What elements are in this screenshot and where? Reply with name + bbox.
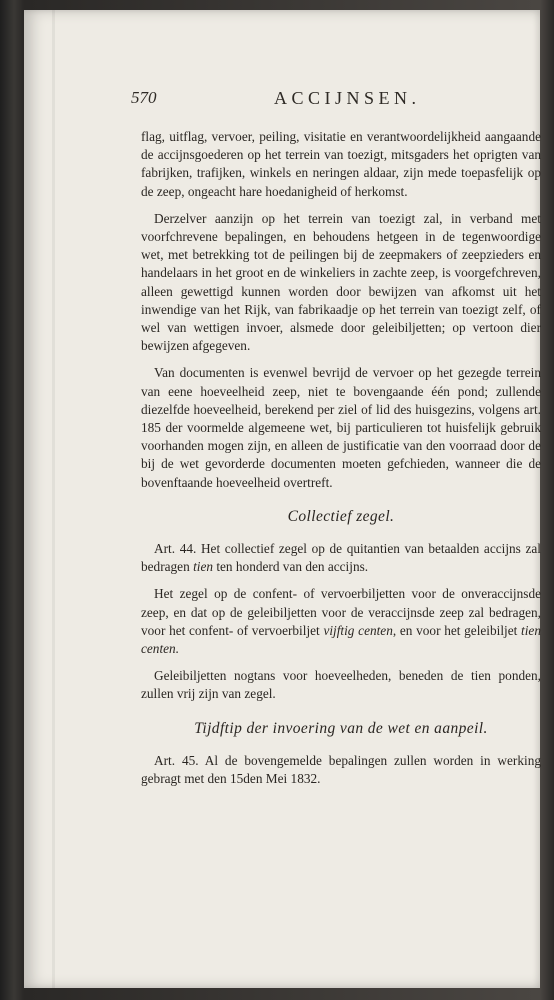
art44-emphasis: tien xyxy=(193,559,214,575)
page-number: 570 xyxy=(131,88,157,107)
paragraph-art-44 xyxy=(141,540,541,576)
paragraph-documenten: Van documenten is evenwel bevrijd de vervoer op het gezegde terrein van eene hoeveelheid zeep, niet te bovengaande één pond; zullende diezelfde hoeveelheid, berekend per ziel of lid des huisgezins, volgens art. 185 der voormelde algemeene wet, bij particulieren tot huisfelijk gebruik voorhanden mogen zijn, en alleen de justificatie van den voorraad door de bij de wet gevorderde documenten moeten gefchieden, wanneer die de bovenftaande hoeveelheid overtreft. xyxy=(141,365,541,490)
paragraph-zegel-biljetten xyxy=(141,585,541,658)
section-title-tijdstip: Tijdftip der invoering van de wet en aanpeil. xyxy=(194,719,488,737)
running-title: ACCIJNSEN. xyxy=(274,88,421,108)
zegel-emphasis-vijftig: vijftig centen xyxy=(323,622,393,638)
paragraph-art-45: Art. 45. Al de bovengemelde bepalingen zullen worden in werking gebragt met den 15den Mei 1832. xyxy=(141,752,541,787)
body-text xyxy=(141,128,541,797)
zegel-text-a: Het zegel op de confent- of vervoerbiljetten voor de onveraccijnsde zeep, en dat op de geleibiljetten voor de veraccijnsde zeep zal bedragen, voor het confent- of vervoerbiljet xyxy=(141,586,541,638)
paragraph-derzelver: Derzelver aanzijn op het terrein van toezigt zal, in verband met voorfchrevene bepalingen, en behoudens hetgeen in de tegenwoordige wet, met betrekking tot de peilingen bij de zeepmakers of zeepziеders en handelaars in het groot en de winkeliers in zachte zeep, is voorgefchreven, alleen gewettigd kunnen worden door bewijzen van afkomst uit het inwendige van het Rijk, van fabrikaadje op het terrein van toezigt zelf, of wel van wettigen invoer, alsmede door geleibiljetten; op vertoon dier bewijzen afgegeven. xyxy=(141,210,541,354)
art44-text-b: ten honderd van den accijns. xyxy=(213,559,369,575)
page-header xyxy=(131,88,431,112)
paragraph-geleibiljetten: Geleibiljetten nogtans voor hoeveelheden, beneden de tien ponden, zullen vrij zijn van zegel. xyxy=(141,668,541,702)
art44-text-a: Art. 44. Het collectief zegel op de quitantien van betaalden accijns zal bedragen xyxy=(141,541,541,575)
book-page xyxy=(24,10,540,988)
paragraph-continuation: flag, uitflag, vervoer, peiling, visitatie en verantwoordelijkheid aangaande de accijnsgoederen op het terrein van toezigt, mitsgaders het oprigten van fabrijken, trafijken, winkels en neringen aldaar, zijn mede toepasfelijk op de zeep, ongeacht hare hoedanigheid of herkomst. xyxy=(141,129,541,199)
zegel-emphasis-tien: tien centen. xyxy=(141,622,541,657)
section-title-collectief-zegel: Collectief zegel. xyxy=(287,507,395,525)
zegel-text-b: , en voor het geleibiljet xyxy=(392,622,522,638)
page-gutter-shadow xyxy=(52,10,55,988)
